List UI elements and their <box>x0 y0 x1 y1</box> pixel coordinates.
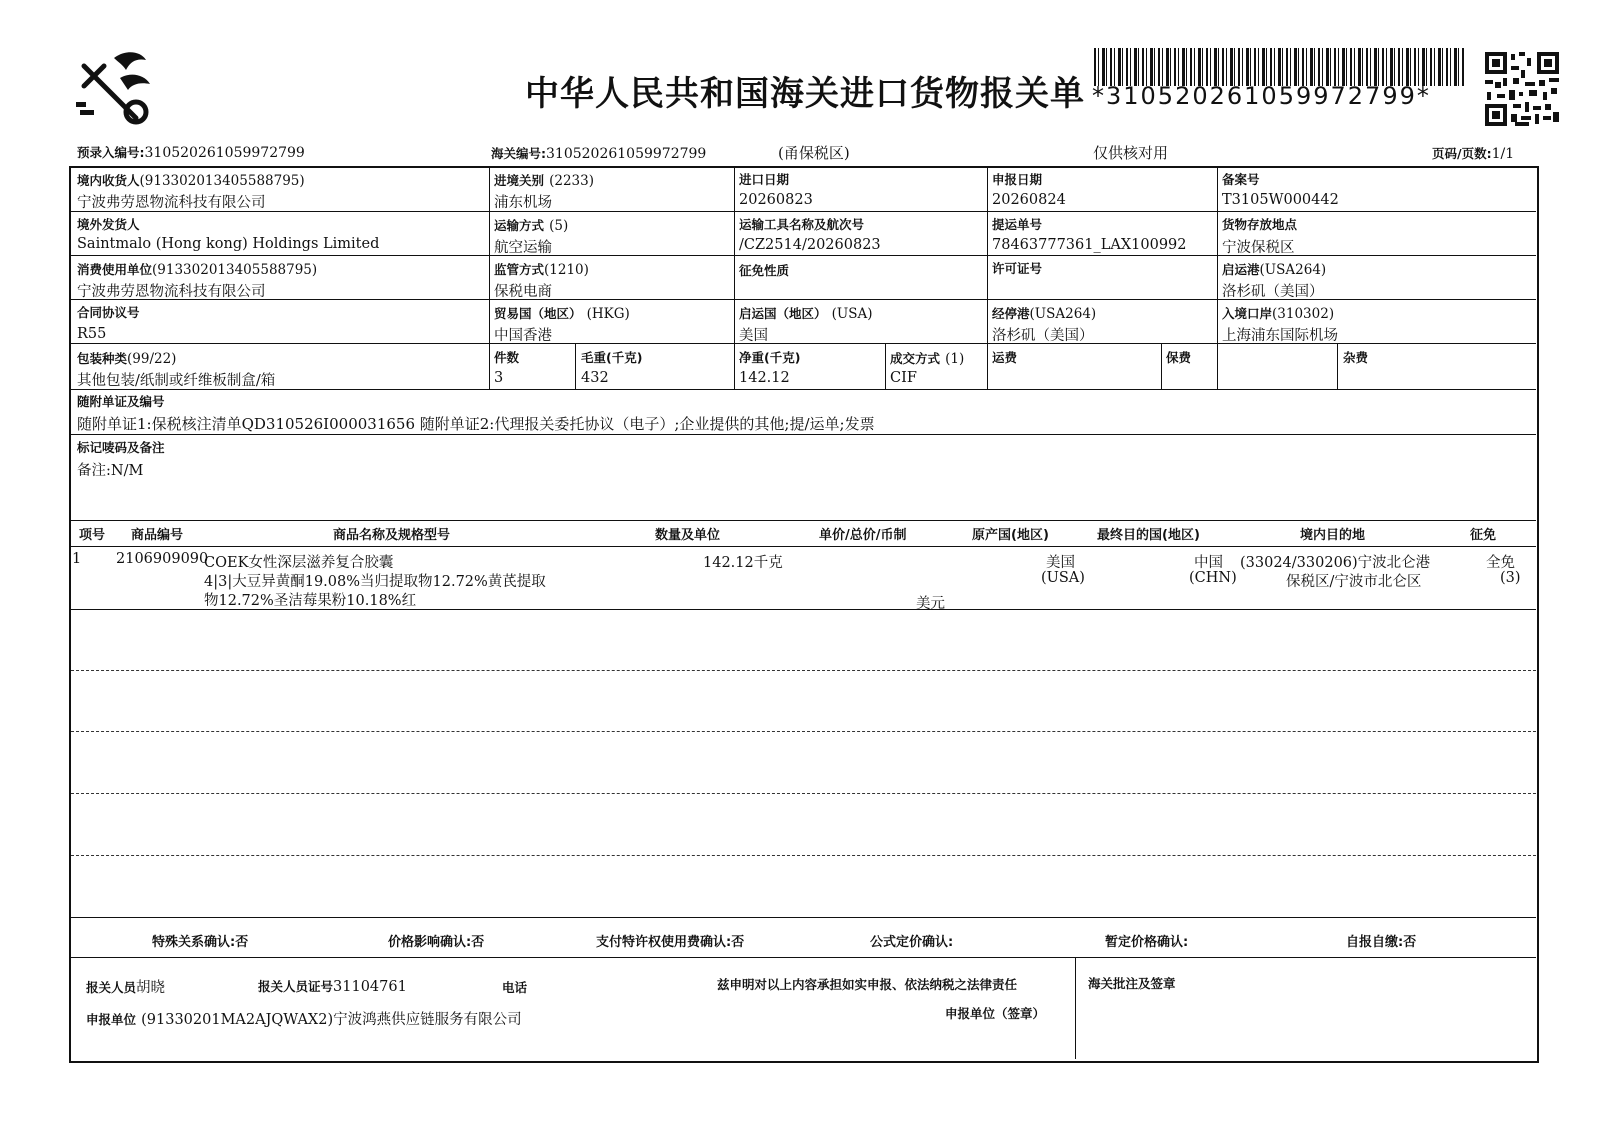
entry-customs-value: 浦东机场 <box>494 195 552 211</box>
special-relation-confirm: 特殊关系确认:否 <box>152 935 249 950</box>
goods-origin: 美国 <box>1046 555 1075 571</box>
transport-mode-value: 航空运输 <box>494 240 552 256</box>
self-pay-confirm: 自报自缴:否 <box>1346 935 1417 950</box>
customs-no-value: 310520261059972799 <box>546 146 707 162</box>
terms-label: 成交方式 <box>890 351 941 366</box>
contract-value: R55 <box>77 326 107 342</box>
trade-country-value: 中国香港 <box>494 328 552 344</box>
goods-origin-code: (USA) <box>1041 570 1085 586</box>
goods-domestic-line1: (33024/330206)宁波北仑港 <box>1240 555 1431 571</box>
package-code: (99/22) <box>127 351 177 367</box>
marks-value: 备注:N/M <box>77 463 144 479</box>
user-cell <box>77 259 317 278</box>
entry-customs-cell <box>494 170 594 189</box>
declarant-id-label: 报关人员证号 <box>258 979 334 994</box>
dep-country-label: 启运国（地区） <box>739 306 827 321</box>
declarant-id-value: 31104761 <box>333 979 407 995</box>
supervision-value: 保税电商 <box>494 284 552 300</box>
insurance-label: 保费 <box>1166 350 1192 365</box>
import-date-value: 20260823 <box>739 192 813 208</box>
entry-customs-code: (2233) <box>549 173 594 189</box>
docs-label: 随附单证及编号 <box>77 394 165 409</box>
user-label: 消费使用单位 <box>77 262 153 277</box>
col-levy: 征免 <box>1470 528 1497 543</box>
trade-country-label: 贸易国（地区） <box>494 306 582 321</box>
barcode-text: *310520261059972799* <box>1092 82 1431 110</box>
phone-label: 电话 <box>502 980 528 995</box>
goods-levy: 全免 <box>1486 555 1515 571</box>
consignee-value: 宁波弗劳恩物流科技有限公司 <box>77 195 266 211</box>
supervision-code: (1210) <box>544 262 589 278</box>
freight-label: 运费 <box>992 350 1018 365</box>
col-hs-code: 商品编号 <box>131 528 184 543</box>
page-indicator <box>1432 143 1514 162</box>
goods-domestic-line2: 保税区/宁波市北仑区 <box>1286 574 1422 590</box>
declarant-value: 胡晓 <box>136 980 166 996</box>
goods-dest-code: (CHN) <box>1189 570 1237 586</box>
record-no-value: T3105W000442 <box>1222 192 1339 208</box>
user-code: (913302013405588795) <box>152 262 318 278</box>
docs-value: 随附单证1:保税核注清单QD310526I000031656 随附单证2:代理报关委托协议（电子）;企业提供的其他;提/运单;发票 <box>77 415 875 433</box>
col-price: 单价/总价/币制 <box>819 528 907 543</box>
goods-qty: 142.12千克 <box>703 555 783 571</box>
package-label: 包装种类 <box>77 351 128 366</box>
goods-levy-code: (3) <box>1500 570 1521 586</box>
col-name: 商品名称及规格型号 <box>333 528 451 543</box>
barcode <box>1094 48 1466 86</box>
dep-country-value: 美国 <box>739 328 768 344</box>
provisional-price-confirm: 暂定价格确认: <box>1105 935 1189 950</box>
contract-label: 合同协议号 <box>77 305 140 320</box>
declare-date-value: 20260824 <box>992 192 1066 208</box>
shipper-value: Saintmalo (Hong kong) Holdings Limited <box>77 236 380 252</box>
royalty-confirm: 支付特许权使用费确认:否 <box>596 935 745 950</box>
exemption-label: 征免性质 <box>739 263 790 278</box>
entry-port-code: (310302) <box>1272 306 1335 322</box>
shipper-label: 境外发货人 <box>77 217 140 232</box>
goods-item: 1 <box>72 551 82 567</box>
qr-code-icon <box>1485 52 1559 126</box>
declaring-unit <box>86 1008 522 1029</box>
pieces-label: 件数 <box>494 350 520 365</box>
entry-port-cell <box>1222 303 1334 322</box>
customs-number <box>491 143 706 162</box>
goods-currency: 美元 <box>916 596 945 612</box>
goods-spec-line1: 4|3|大豆异黄酮19.08%当归提取物12.72%黄芪提取 <box>204 574 546 590</box>
pre-entry-label: 预录入编号: <box>77 145 145 160</box>
dep-port-label: 启运港 <box>1222 262 1260 277</box>
terms-cell <box>890 348 964 367</box>
record-no-label: 备案号 <box>1222 172 1260 187</box>
pieces-value: 3 <box>494 370 504 386</box>
declare-date-label: 申报日期 <box>992 172 1043 187</box>
document-title: 中华人民共和国海关进口货物报关单 <box>525 74 1085 114</box>
marks-label: 标记唛码及备注 <box>77 440 165 455</box>
customs-no-label: 海关编号: <box>491 146 546 161</box>
gross-value: 432 <box>581 370 609 386</box>
goods-dest: 中国 <box>1194 555 1223 571</box>
consignee-code: (913302013405588795) <box>139 173 305 189</box>
consignee-cell <box>77 170 305 189</box>
declarant <box>86 976 165 997</box>
user-value: 宁波弗劳恩物流科技有限公司 <box>77 284 266 300</box>
net-label: 净重(千克) <box>739 350 801 365</box>
consignee-label: 境内收货人 <box>77 173 140 188</box>
package-value: 其他包装/纸制或纤维板制盒/箱 <box>77 373 276 389</box>
net-value: 142.12 <box>739 370 790 386</box>
declarant-id <box>258 976 407 995</box>
page-value: 1/1 <box>1491 146 1515 162</box>
gross-label: 毛重(千克) <box>581 350 643 365</box>
transport-mode-cell <box>494 215 568 234</box>
terms-code: (1) <box>945 351 965 367</box>
pre-entry-value: 310520261059972799 <box>144 145 305 161</box>
vessel-value: /CZ2514/20260823 <box>739 237 881 253</box>
trade-country-code: (HKG) <box>586 306 630 322</box>
goods-spec-line2: 物12.72%圣洁莓果粉10.18%红 <box>204 593 417 609</box>
trade-country-cell <box>494 303 630 322</box>
package-cell <box>77 348 176 367</box>
dep-port-code: (USA264) <box>1259 262 1327 278</box>
dep-port-cell <box>1222 259 1326 278</box>
bl-label: 提运单号 <box>992 217 1043 232</box>
vessel-label: 运输工具名称及航次号 <box>739 217 865 232</box>
verification-note: 仅供核对用 <box>1093 144 1169 162</box>
via-port-code: (USA264) <box>1029 306 1097 322</box>
col-item: 项号 <box>79 528 106 543</box>
page-label: 页码/页数: <box>1432 146 1492 161</box>
via-port-label: 经停港 <box>992 306 1030 321</box>
unit-value: (91330201MA2AJQWAX2)宁波鸿燕供应链服务有限公司 <box>141 1012 522 1028</box>
via-port-cell <box>992 303 1096 322</box>
supervision-cell <box>494 259 589 278</box>
col-dest: 最终目的国(地区) <box>1097 528 1200 543</box>
unit-label: 申报单位 <box>86 1012 137 1027</box>
declarant-label: 报关人员 <box>86 980 137 995</box>
dep-port-value: 洛杉矶（美国） <box>1222 284 1324 300</box>
supervision-label: 监管方式 <box>494 262 545 277</box>
goods-name: COEK女性深层滋养复合胶囊 <box>204 555 394 571</box>
goods-hs: 2106909090 <box>116 551 209 567</box>
misc-label: 杂费 <box>1343 350 1369 365</box>
dep-country-code: (USA) <box>831 306 873 322</box>
storage-value: 宁波保税区 <box>1222 240 1295 256</box>
customs-emblem-icon <box>74 48 154 130</box>
transport-mode-label: 运输方式 <box>494 218 545 233</box>
import-date-label: 进口日期 <box>739 172 790 187</box>
transport-mode-code: (5) <box>549 218 569 234</box>
terms-value: CIF <box>890 370 917 386</box>
entry-customs-label: 进境关别 <box>494 173 545 188</box>
price-impact-confirm: 价格影响确认:否 <box>388 935 485 950</box>
pre-entry-number <box>77 143 305 161</box>
col-domestic: 境内目的地 <box>1300 528 1366 543</box>
license-label: 许可证号 <box>992 261 1043 276</box>
col-qty: 数量及单位 <box>655 528 721 543</box>
legal-statement: 兹申明对以上内容承担如实申报、依法纳税之法律责任 <box>717 977 1018 992</box>
via-port-value: 洛杉矶（美国） <box>992 328 1094 344</box>
entry-port-label: 入境口岸 <box>1222 306 1273 321</box>
bonded-area: (甬保税区) <box>778 144 850 162</box>
dep-country-cell <box>739 303 873 322</box>
col-origin: 原产国(地区) <box>972 528 1049 543</box>
bl-value: 78463777361_LAX100992 <box>992 237 1187 253</box>
entry-port-value: 上海浦东国际机场 <box>1222 328 1338 344</box>
storage-label: 货物存放地点 <box>1222 217 1298 232</box>
customs-sign-label: 海关批注及签章 <box>1088 976 1176 991</box>
formula-price-confirm: 公式定价确认: <box>870 935 954 950</box>
seal-label: 申报单位（签章） <box>945 1006 1046 1021</box>
